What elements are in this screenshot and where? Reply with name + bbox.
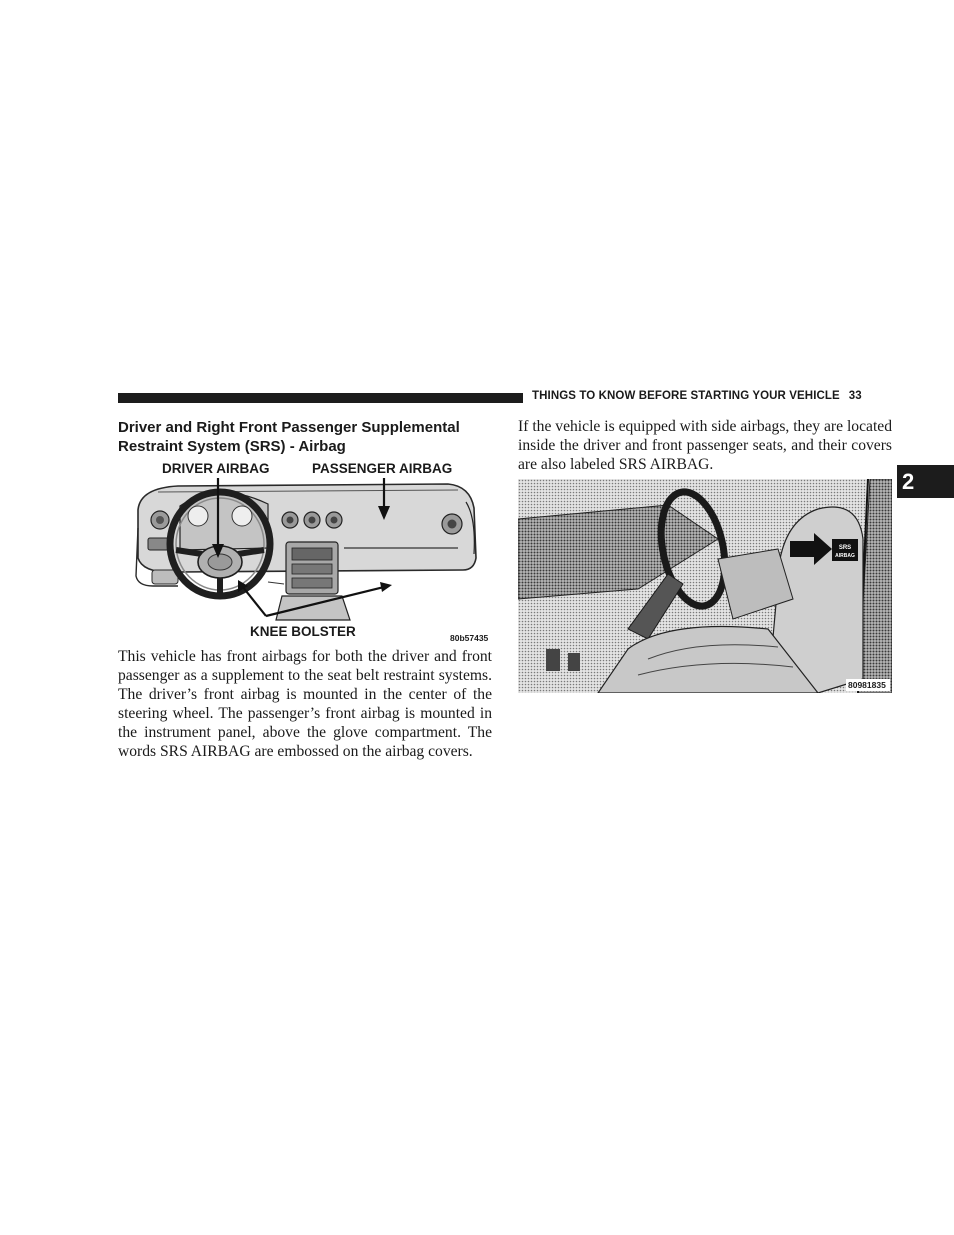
figure-code: 80b57435 <box>450 633 489 643</box>
running-header <box>532 390 862 402</box>
header-rule <box>118 393 523 403</box>
srs-label-line2: AIRBAG <box>835 553 855 559</box>
passenger-airbag-label: PASSENGER AIRBAG <box>312 461 453 476</box>
chapter-tab: 2 <box>897 465 954 498</box>
srs-label-line1: SRS <box>838 545 852 551</box>
interior-illustration <box>518 479 892 693</box>
header-section-title: THINGS TO KNOW BEFORE STARTING YOUR VEHICLE <box>532 390 840 402</box>
section-title: Driver and Right Front Passenger Supplemental Restraint System (SRS) - Airbag <box>118 419 460 455</box>
front-airbag-paragraph: This vehicle has front airbags for both the driver and front passenger as a supplement to the seat belt restraint systems. The driver’s front airbag is mounted in the center of the steering wheel. The passenger’s front airbag is mounted in the instrument panel, above the glove compartment. The words SRS AIRBAG are embossed on the airbag covers. <box>118 648 492 761</box>
dashboard-airbag-figure <box>118 458 493 646</box>
knee-bolster-label: KNEE BOLSTER <box>250 624 356 639</box>
driver-airbag-label: DRIVER AIRBAG <box>162 461 270 476</box>
side-airbag-paragraph: If the vehicle is equipped with side airbags, they are located inside the driver and front passenger seats, and their covers are also labeled SRS AIRBAG. <box>518 418 892 474</box>
dashboard-illustration <box>118 458 493 646</box>
figure-code-2: 80981835 <box>848 680 886 690</box>
page-number: 33 <box>848 390 862 402</box>
side-airbag-figure <box>518 479 892 693</box>
